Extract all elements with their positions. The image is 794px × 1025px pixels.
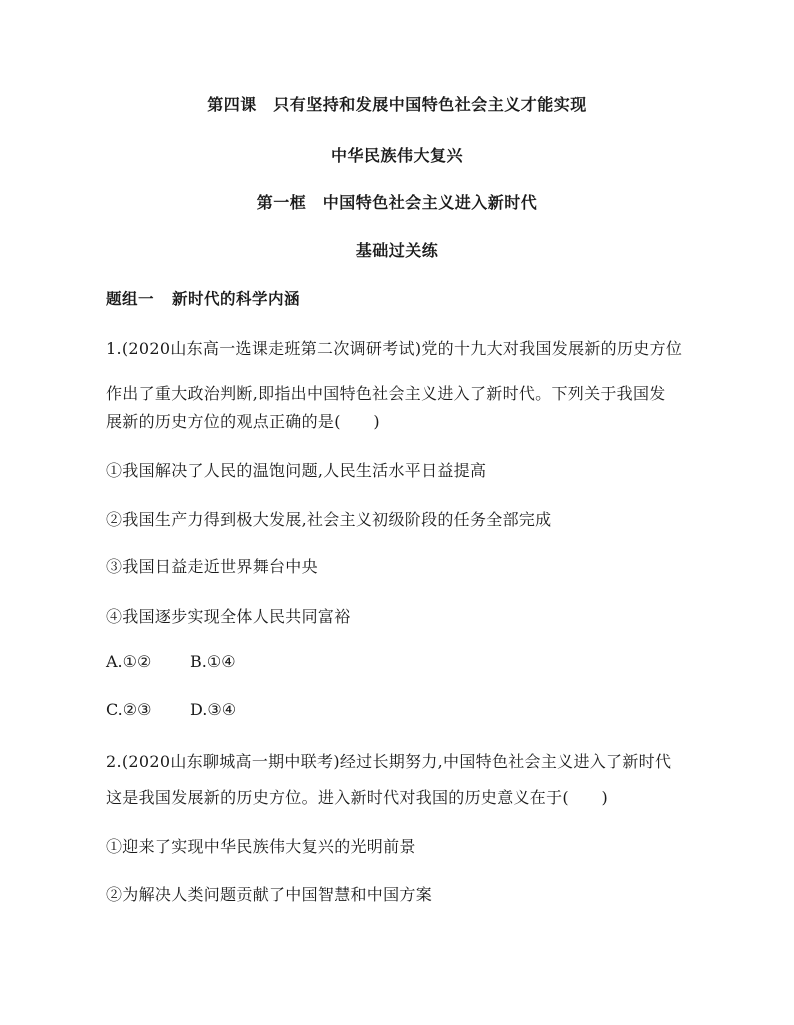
question-2-stem-line-2: 这是我国发展新的历史方位。进入新时代对我国的历史意义在于( ): [106, 788, 609, 807]
question-1-statement-1: ①我国解决了人民的温饱问题,人民生活水平日益提高: [106, 461, 487, 480]
question-2-stem-line-1: 2.(2020山东聊城高一期中联考)经过长期努力,中国特色社会主义进入了新时代: [106, 752, 672, 771]
option-a: A.①②: [106, 652, 152, 671]
lesson-title-line-1: 第四课 只有坚持和发展中国特色社会主义才能实现: [207, 95, 587, 114]
question-group-heading: [106, 287, 300, 309]
question-1-stem-line-1: 1.(2020山东高一选课走班第二次调研考试)党的十九大对我国发展新的历史方位: [106, 339, 683, 358]
question-2-statement-2: ②为解决人类问题贡献了中国智慧和中国方案: [106, 885, 433, 904]
question-1-options-row-1: [106, 652, 236, 671]
question-1-stem-line-3: 展新的历史方位的观点正确的是( ): [106, 412, 380, 431]
question-1-statement-3: ③我国日益走近世界舞台中央: [106, 557, 318, 576]
question-group-topic: 新时代的科学内涵: [172, 290, 301, 308]
question-1-options-row-2: [106, 700, 237, 719]
question-group-label: 题组一: [106, 290, 155, 308]
option-b: B.①④: [190, 652, 236, 671]
lesson-title-line-2: 中华民族伟大复兴: [330, 146, 463, 165]
option-c: C.②③: [106, 700, 152, 719]
question-2-statement-1: ①迎来了实现中华民族伟大复兴的光明前景: [106, 837, 416, 856]
option-d: D.③④: [190, 700, 237, 719]
question-1-statement-4: ④我国逐步实现全体人民共同富裕: [106, 607, 351, 626]
question-1-stem-line-2: 作出了重大政治判断,即指出中国特色社会主义进入了新时代。下列关于我国发: [106, 384, 666, 403]
question-1-statement-2: ②我国生产力得到极大发展,社会主义初级阶段的任务全部完成: [106, 510, 552, 529]
practice-label: 基础过关练: [355, 241, 439, 260]
section-subtitle: 第一框 中国特色社会主义进入新时代: [256, 193, 538, 212]
